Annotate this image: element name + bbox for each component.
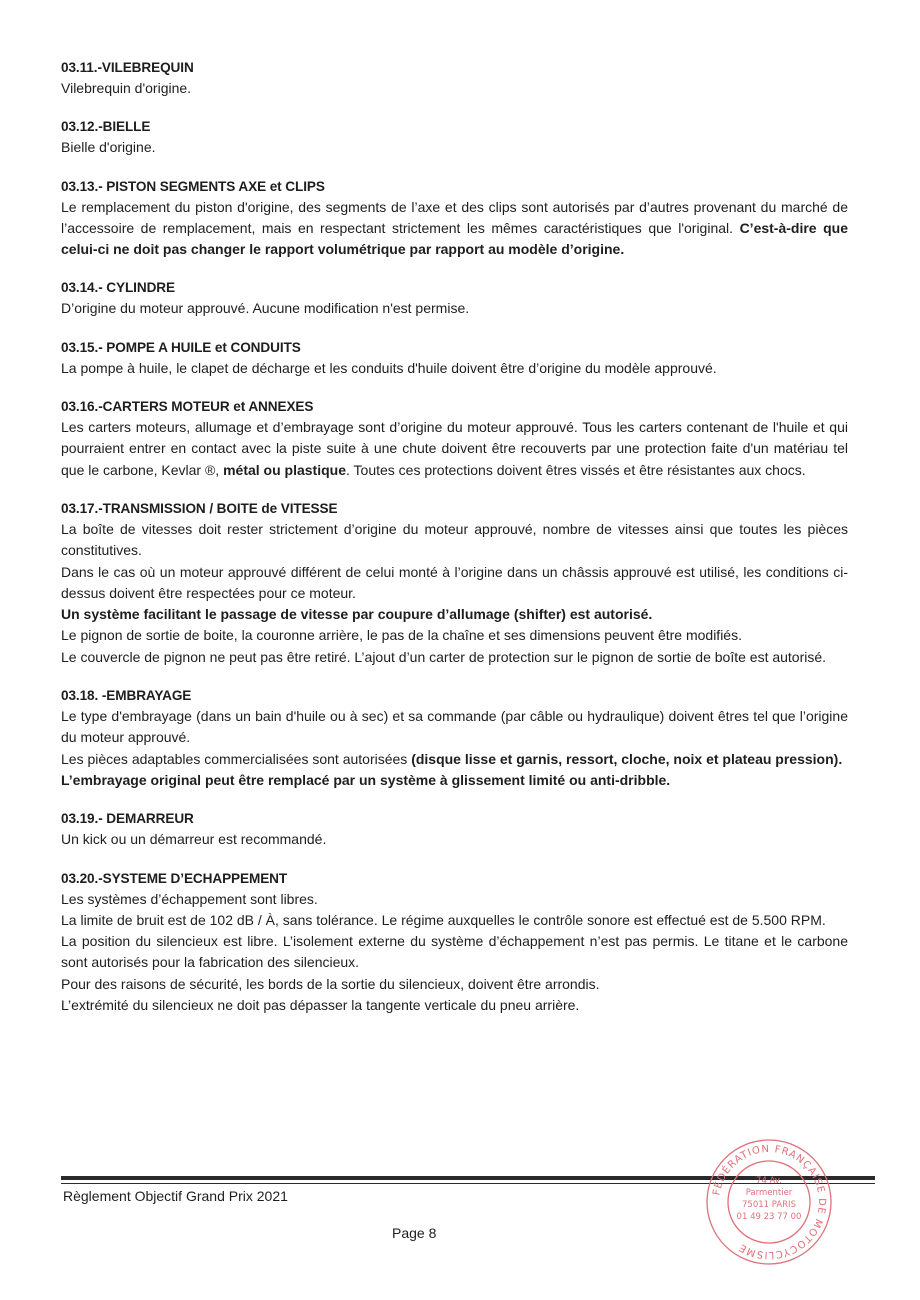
body-text: La pompe à huile, le clapet de décharge et les conduits d'huile doivent être d’origine du modèle approuvé. — [61, 359, 717, 376]
stamp-line-3: 75011 PARIS — [742, 1200, 796, 1210]
body-text: Les carters moteurs, allumage et d’embrayage sont d’origine du moteur approuvé. Tous les carters contenant de l'huile et qui pourraient entrer en contact avec la piste suite à une chute doivent être recouverts par une protection faite d'un matériau tel que le carbone, Kevlar ®, — [61, 419, 848, 478]
section — [61, 868, 848, 1017]
body-text: Bielle d'origine. — [61, 139, 156, 156]
section-paragraph — [61, 358, 848, 379]
body-text: Le pignon de sortie de boite, la couronne arrière, le pas de la chaîne et ses dimensions peuvent être modifiés. — [61, 627, 742, 644]
section-paragraph — [61, 604, 848, 625]
section — [61, 116, 848, 158]
federation-stamp — [704, 1137, 834, 1267]
section-paragraph — [61, 197, 848, 261]
section-title: 03.11.-VILEBREQUIN — [61, 60, 194, 75]
body-text: Le type d'embrayage (dans un bain d'huile ou à sec) et sa commande (par câble ou hydraulique) doivent êtres tel que l’origine du moteur approuvé. — [61, 708, 848, 746]
section-paragraph — [61, 706, 848, 749]
bold-text: (disque lisse et garnis, ressort, cloche, noix et plateau pression). — [411, 750, 843, 767]
section-title: 03.12.-BIELLE — [61, 119, 151, 135]
body-text: Un kick ou un démarreur est recommandé. — [61, 831, 327, 848]
section-paragraph — [61, 931, 848, 974]
body-text: Vilebrequin d'origine. — [61, 80, 192, 96]
section-paragraph — [61, 910, 848, 931]
body-text: Le remplacement du piston d'origine, des segments de l’axe et des clips sont autorisés par d’autres provenant du marché de l’accessoire de remplacement, mais en respectant strictement les mêmes caractéristiques que l'original. — [61, 198, 848, 236]
section — [61, 277, 848, 319]
section — [61, 498, 848, 668]
section — [61, 57, 848, 99]
bold-text: C’est-à-dire que celui-ci ne doit pas changer le rapport volumétrique par rapport au modèle d’origine. — [61, 219, 848, 258]
section-title: 03.18. -EMBRAYAGE — [61, 688, 192, 704]
section-title: 03.17.-TRANSMISSION / BOITE de VITESSE — [61, 500, 338, 516]
body-text: Les systèmes d’échappement sont libres. — [61, 890, 318, 907]
section-paragraph — [61, 78, 848, 99]
section-paragraph — [61, 298, 848, 319]
bold-text: Un système facilitant le passage de vitesse par coupure d’allumage (shifter) est autorisé. — [61, 606, 653, 623]
section-paragraph — [61, 625, 848, 646]
section-title: 03.13.- PISTON SEGMENTS AXE et CLIPS — [61, 178, 325, 194]
body-text: La boîte de vitesses doit rester strictement d’origine du moteur approuvé, nombre de vitesses ainsi que toutes les pièces constitutives. — [61, 520, 848, 559]
section-paragraph — [61, 137, 848, 158]
section-paragraph — [61, 417, 848, 481]
section — [61, 176, 848, 261]
section-title: 03.20.-SYSTEME D’ECHAPPEMENT — [61, 870, 288, 886]
page-number: Page 8 — [392, 1225, 437, 1241]
section-paragraph — [61, 995, 848, 1016]
section — [61, 396, 848, 481]
section-paragraph — [61, 770, 848, 791]
bold-text: métal ou plastique — [223, 461, 346, 478]
body-text: . Toutes ces protections doivent êtres vissés et être résistantes aux chocs. — [346, 461, 806, 478]
section-title: 03.19.- DEMARREUR — [61, 811, 194, 827]
body-text: Dans le cas où un moteur approuvé différent de celui monté à l’origine dans un châssis approuvé est utilisé, les conditions ci-dessus doivent être respectées pour ce moteur. — [61, 563, 848, 601]
stamp-line-4: 01 49 23 77 00 — [736, 1212, 802, 1222]
section-paragraph — [61, 829, 848, 850]
body-text: D’origine du moteur approuvé. Aucune modification n'est permise. — [61, 300, 470, 317]
body-text: L’extrémité du silencieux ne doit pas dépasser la tangente verticale du pneu arrière. — [61, 997, 580, 1014]
body-text: Pour des raisons de sécurité, les bords de la sortie du silencieux, doivent être arrondis. — [61, 975, 600, 992]
section-title: 03.15.- POMPE A HUILE et CONDUITS — [61, 339, 301, 355]
section-title: 03.16.-CARTERS MOTEUR et ANNEXES — [61, 399, 314, 415]
bold-text: L’embrayage original peut être remplacé par un système à glissement limité ou anti-dribble. — [61, 771, 671, 788]
section-title: 03.14.- CYLINDRE — [61, 280, 175, 296]
stamp-line-2: Parmentier — [745, 1188, 793, 1198]
body-text: Les pièces adaptables commercialisées sont autorisées — [61, 750, 412, 767]
section — [61, 808, 848, 850]
section-paragraph — [61, 519, 848, 562]
section-paragraph — [61, 749, 848, 770]
body-text: La limite de bruit est de 102 dB / À, sans tolérance. Le régime auxquelles le contrôle sonore est effectué est de 5.500 RPM. — [61, 911, 826, 928]
section — [61, 337, 848, 379]
section-paragraph — [61, 889, 848, 910]
document-body — [61, 57, 848, 1033]
section-paragraph — [61, 647, 848, 668]
section-paragraph — [61, 562, 848, 605]
stamp-ring-text: FÉDÉRATION FRANÇAISE DE MOTOCYCLISME — [711, 1143, 828, 1261]
stamp-line-1: 74 Av. — [756, 1176, 782, 1186]
section-paragraph — [61, 974, 848, 995]
section — [61, 685, 848, 791]
footer-document-title: Règlement Objectif Grand Prix 2021 — [63, 1188, 288, 1204]
body-text: Le couvercle de pignon ne peut pas être retiré. L’ajout d’un carter de protection sur le pignon de sortie de boîte est autorisé. — [61, 648, 827, 665]
body-text: La position du silencieux est libre. L’isolement externe du système d’échappement n’est pas permis. Le titane et le carbone sont autorisés pour la fabrication des silencieux. — [61, 933, 848, 971]
